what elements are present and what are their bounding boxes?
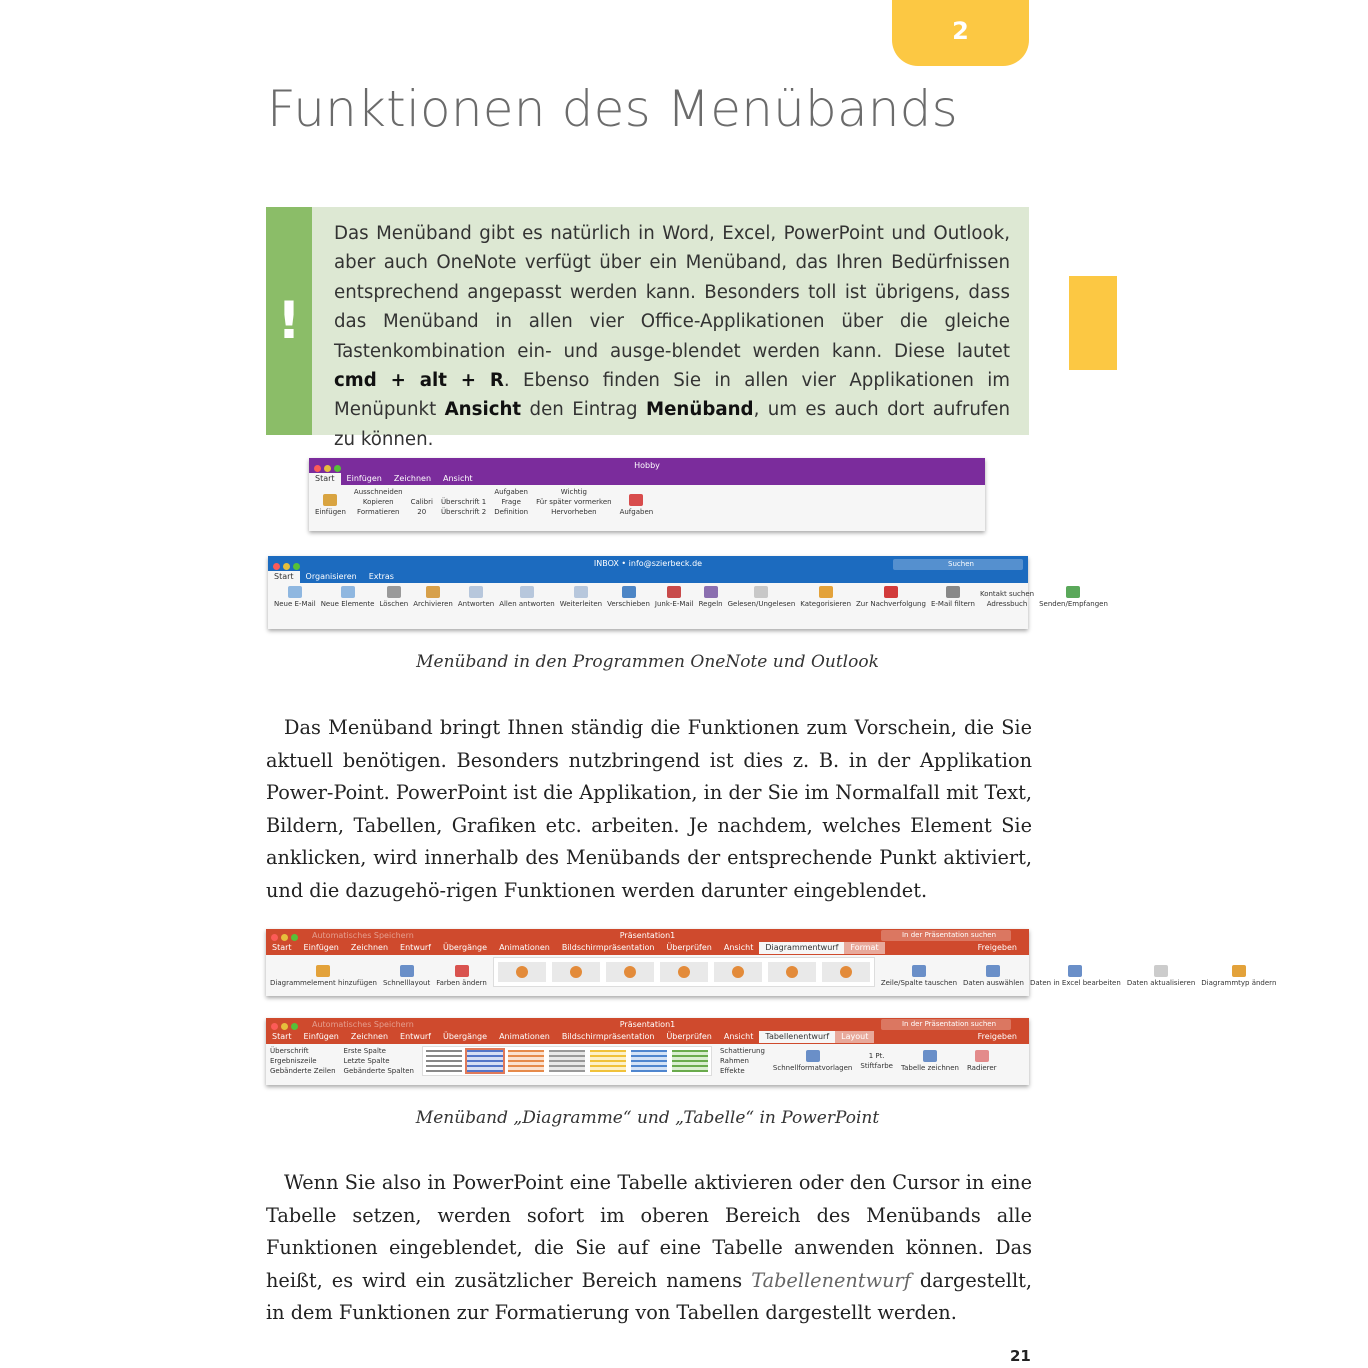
- search-input: In der Präsentation suchen: [881, 930, 1011, 941]
- tab-draw: Zeichnen: [350, 943, 389, 952]
- autosave-label: Automatisches Speichern: [312, 1020, 414, 1029]
- tab-design: Entwurf: [400, 1032, 431, 1041]
- chapter-tab: 2: [892, 0, 1029, 66]
- body-paragraph: Das Menüband bringt Ihnen ständig die Funktionen zum Vorschein, die Sie aktuell benötigen. Besonders nutzbringend ist dies z. B. in der Applikation Power-Point. PowerPoint ist die Applikation, in der Sie im Normalfall mit Text, Bildern, Tabellen, Grafiken etc. arbeiten. Je nachdem, welches Element Sie anklicken, wird innerhalb des Menübands der entsprechende Punkt aktiviert, und die dazugehö-rigen Funktionen werden darunter eingeblendet.: [266, 716, 1032, 902]
- onenote-tabs: [309, 473, 985, 485]
- note-text: Das Menüband gibt es natürlich in Word, Excel, PowerPoint und Outlook, aber auch OneNote verfügt über ein Menüband, das Ihren Bedürfnissen entsprechend angepasst werden kann. Besonders toll ist übrigens, dass das Menüband in allen vier Office-Applikationen über die gleiche Tastenkombination ein- und ausge-blendet werden kann. Diese lautet cmd + alt + R. Ebenso finden Sie in allen vier Applikationen im Menüpunkt Ansicht den Eintrag Menüband, um es auch dort aufrufen zu können.: [334, 223, 1010, 450]
- table-style-gallery: [422, 1046, 712, 1076]
- table-design-ribbon: [266, 1044, 1029, 1078]
- powerpoint-table-ribbon-screenshot: [266, 1018, 1029, 1085]
- window-title: Hobby: [634, 461, 660, 470]
- tab-view: Ansicht: [723, 1032, 754, 1041]
- share-button: Freigeben: [977, 1032, 1017, 1041]
- ribbon-item: 1 Pt. Stiftfarbe: [860, 1052, 893, 1070]
- ribbon-item: Ausschneiden Kopieren Formatieren: [353, 488, 403, 516]
- tab-table-design: Tabellenentwurf: [759, 1031, 835, 1043]
- ribbon-item: Tabelle zeichnen: [901, 1050, 959, 1072]
- menu-name: Ansicht: [444, 399, 522, 421]
- ribbon-item: Neue E-Mail: [274, 586, 316, 608]
- window-title: Präsentation1: [619, 931, 676, 940]
- ribbon-item: Schattierung Rahmen Effekte: [719, 1047, 765, 1075]
- powerpoint-titlebar: [266, 929, 1029, 942]
- powerpoint-chart-ribbon-screenshot: [266, 929, 1277, 996]
- tab-start: Start: [309, 473, 341, 485]
- tab-animations: Animationen: [499, 1032, 550, 1041]
- exclamation-icon: !: [266, 207, 312, 435]
- ribbon-item: Verschieben: [607, 586, 650, 608]
- page-title: Funktionen des Menübands: [267, 80, 958, 138]
- note-box: [266, 207, 1029, 450]
- tab-slideshow: Bildschirmpräsentation: [561, 943, 655, 952]
- tab-animations: Animationen: [499, 943, 550, 952]
- ribbon-item: Wichtig Für später vormerken Hervorheben: [536, 488, 612, 516]
- ribbon-item: Überschrift 1 Überschrift 2: [440, 498, 487, 516]
- onenote-titlebar: [309, 458, 985, 473]
- entry-name: Menüband: [645, 399, 754, 421]
- ribbon-item: Schnelllayout: [383, 965, 430, 987]
- body-paragraph: Wenn Sie also in PowerPoint eine Tabelle aktivieren oder den Cursor in eine Tabelle setzen, werden sofort im oberen Bereich des Menübands alle Funktionen eingeblendet, die Sie auf eine Tabelle anwenden können. Das heißt, es wird ein zusätzlicher Bereich namens Tabellenentwurf dargestellt, in dem Funktionen zur Formatierung von Tabellen dargestellt werden.: [266, 1171, 1033, 1325]
- ribbon-item: Weiterleiten: [560, 586, 602, 608]
- search-input: Suchen: [893, 559, 1023, 570]
- ribbon-item: Calibri 20: [410, 498, 433, 516]
- ribbon-item: Zeile/Spalte tauschen: [881, 965, 957, 987]
- outlook-titlebar: [268, 556, 1028, 571]
- ribbon-item: Regeln: [699, 586, 723, 608]
- tab-layout: Layout: [835, 1031, 874, 1043]
- ribbon-item: Daten aktualisieren: [1127, 965, 1195, 987]
- powerpoint-tabs: [266, 942, 1029, 955]
- ribbon-item: Diagrammtyp ändern: [1201, 965, 1276, 987]
- window-title: INBOX • info@szierbeck.de: [593, 559, 703, 568]
- ribbon-item: Daten in Excel bearbeiten: [1030, 965, 1121, 987]
- tab-start: Start: [268, 571, 300, 583]
- tab-chart-design: Diagrammentwurf: [759, 942, 844, 954]
- tab-review: Überprüfen: [666, 943, 712, 952]
- ribbon-item: E-Mail filtern: [931, 586, 975, 608]
- tab-insert: Einfügen: [303, 1032, 339, 1041]
- tab-tools: Extras: [368, 572, 394, 581]
- powerpoint-titlebar: [266, 1018, 1029, 1031]
- tab-format: Format: [844, 942, 884, 954]
- tab-draw: Zeichnen: [350, 1032, 389, 1041]
- ribbon-item: Schnellformatvorlagen: [773, 1050, 852, 1072]
- tab-view: Ansicht: [723, 943, 754, 952]
- onenote-ribbon-screenshot: [309, 458, 985, 531]
- autosave-label: Automatisches Speichern: [312, 931, 414, 940]
- ribbon-item: Daten auswählen: [963, 965, 1024, 987]
- ribbon-item: Kontakt suchen Adressbuch: [979, 590, 1035, 608]
- term-emphasis: Tabellenentwurf: [751, 1268, 911, 1292]
- powerpoint-tabs: [266, 1031, 1029, 1044]
- tab-organize: Organisieren: [305, 572, 357, 581]
- ribbon-item: Kategorisieren: [800, 586, 851, 608]
- ribbon-item: Junk-E-Mail: [655, 586, 694, 608]
- tab-design: Entwurf: [400, 943, 431, 952]
- chart-style-gallery: [493, 957, 875, 987]
- share-button: Freigeben: [977, 943, 1017, 952]
- window-title: Präsentation1: [619, 1020, 676, 1029]
- table-options: Erste Spalte Letzte Spalte Gebänderte Spalten: [343, 1047, 414, 1075]
- tab-draw: Zeichnen: [393, 474, 432, 483]
- onenote-ribbon: [309, 485, 985, 519]
- ribbon-item: Diagrammelement hinzufügen: [270, 965, 377, 987]
- table-options: Überschrift Ergebniszeile Gebänderte Zeilen: [270, 1047, 336, 1075]
- figure-caption: Menüband „Diagramme“ und „Tabelle“ in PowerPoint: [415, 1108, 880, 1128]
- ribbon-item: Gelesen/Ungelesen: [728, 586, 796, 608]
- ribbon-item: Farben ändern: [436, 965, 487, 987]
- ribbon-item: Radierer: [967, 1050, 997, 1072]
- ribbon-item: Löschen: [380, 586, 409, 608]
- ribbon-item: Aufgaben Frage Definition: [494, 488, 529, 516]
- tab-transitions: Übergänge: [443, 1032, 488, 1041]
- shortcut: cmd + alt + R: [334, 370, 504, 392]
- figure-caption: Menüband in den Programmen OneNote und Outlook: [416, 652, 879, 672]
- ribbon-item: Aufgaben: [620, 494, 654, 516]
- chart-design-ribbon: [266, 955, 1277, 989]
- ribbon-item: Neue Elemente: [321, 586, 375, 608]
- outlook-ribbon: [268, 583, 1108, 611]
- tab-start: Start: [272, 1032, 292, 1041]
- outlook-tabs: [268, 571, 1028, 583]
- tab-insert: Einfügen: [346, 474, 382, 483]
- ribbon-item: Senden/Empfangen: [1039, 586, 1108, 608]
- tab-review: Überprüfen: [666, 1032, 712, 1041]
- page-number: 21: [1010, 1347, 1031, 1365]
- tab-start: Start: [272, 943, 292, 952]
- ribbon-item: Allen antworten: [499, 586, 555, 608]
- search-input: In der Präsentation suchen: [881, 1019, 1011, 1030]
- ribbon-item: Antworten: [458, 586, 494, 608]
- tab-insert: Einfügen: [303, 943, 339, 952]
- tab-view: Ansicht: [443, 474, 473, 483]
- ribbon-item: Zur Nachverfolgung: [856, 586, 926, 608]
- ribbon-item: Archivieren: [413, 586, 453, 608]
- tab-slideshow: Bildschirmpräsentation: [561, 1032, 655, 1041]
- outlook-ribbon-screenshot: [268, 556, 1108, 629]
- side-marker: [1069, 276, 1117, 370]
- tab-transitions: Übergänge: [443, 943, 488, 952]
- ribbon-item: Einfügen: [315, 494, 346, 516]
